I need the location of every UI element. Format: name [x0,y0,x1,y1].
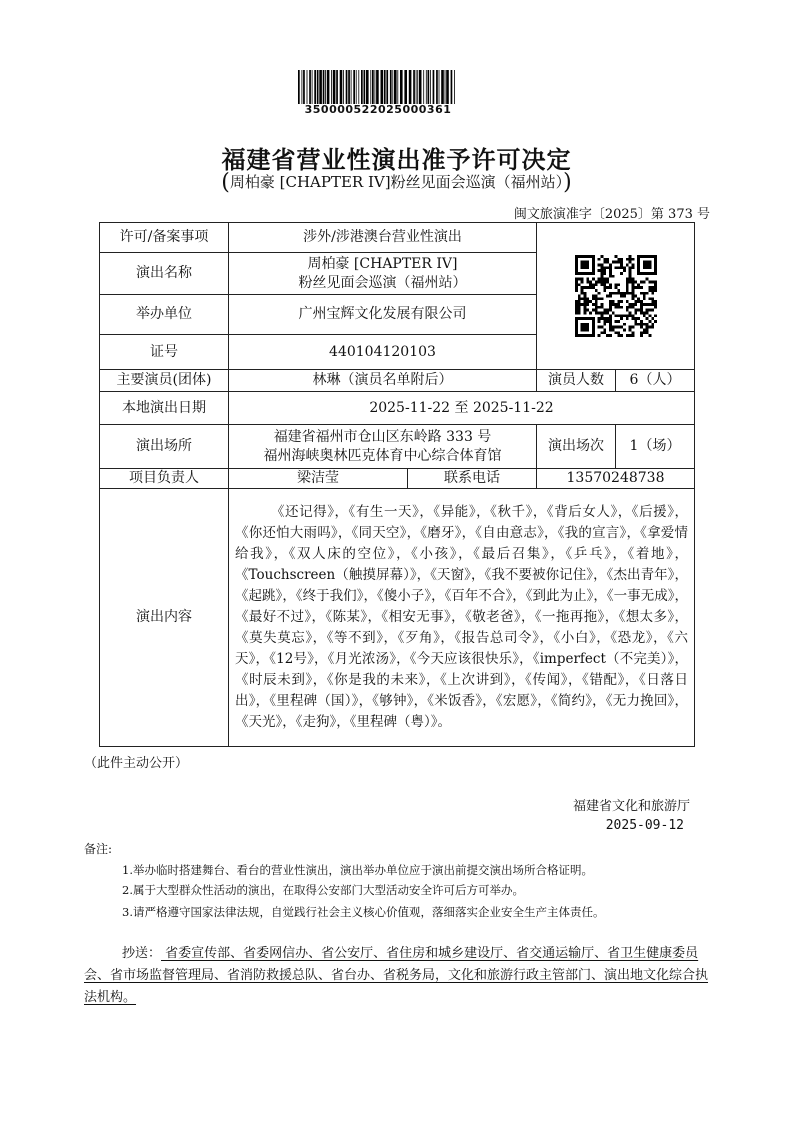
cc-label: 抄送： [122,946,162,961]
cc-block [84,943,714,1009]
document-subtitle [0,170,793,195]
organizer-value: 广州宝辉文化发展有限公司 [229,295,537,335]
phone-value: 13570248738 [537,469,695,489]
performer-count-label: 演员人数 [537,370,616,392]
note-item: 2.属于大型群众性活动的演出，在取得公安部门大型活动安全许可后方可举办。 [122,883,524,897]
qr-code-icon [575,255,657,337]
issuer: 福建省文化和旅游厅 [572,799,690,814]
permit-table [99,222,695,747]
show-date-value: 2025-11-22 至 2025-11-22 [229,392,695,425]
document-number: 闽文旅演准字〔2025〕第 373 号 [513,207,710,222]
sessions-value: 1（场） [616,425,695,469]
public-note: （此件主动公开） [84,756,189,771]
subtitle-text: 周柏豪 [CHAPTER IV]粉丝见面会巡演（福州站） [229,173,564,191]
sessions-label: 演出场次 [537,425,616,469]
notes-label: 备注: [84,842,113,856]
content-value: 《还记得》，《有生一天》，《异能》，《秋千》，《背后女人》，《后援》，《你还怕大雨吗》，《同天空》，《磨牙》，《自由意志》，《我的宣言》，《拿爱情给我》，《双人床的空位》，《小孩》，《最后召集》，《乒乓》，《着地》，《Touchscreen（触摸屏幕）》，《天窗》，《我不要被你记住》，《杰出青年》，《起跳》，《终于我们》，《傻小子》，《百年不合》，《到此为止》，《一事无成》，《最好不过》，《陈某》，《相安无事》，《敬老爸》，《一拖再拖》，《想太多》，《莫失莫忘》，《等不到》，《歹角》，《报告总司令》，《小白》，《恐龙》，《六天》，《12号》，《月光浓汤》，《今天应该很快乐》，《imperfect（不完美）》，《时辰未到》，《你是我的未来》，《上次讲到》，《传闻》，《错配》，《日落日出》，《里程碑（国）》，《够钟》，《米饭香》，《宏愿》，《简约》，《无力挽回》，《天光》，《走狗》，《里程碑（粤）》。 [229,489,695,747]
issue-date: 2025-09-12 [605,818,684,833]
license-no-label: 证号 [100,335,229,370]
qr-code-cell [537,223,695,370]
table-row [100,489,695,747]
show-name-value [229,253,537,295]
venue-label: 演出场所 [100,425,229,469]
table-row [100,425,695,469]
table-row [100,392,695,425]
show-name-label: 演出名称 [100,253,229,295]
venue-line1: 福建省福州市仓山区东岭路 333 号 [273,428,492,445]
venue-line2: 福州海峡奥林匹克体育中心综合体育馆 [263,447,502,464]
manager-label: 项目负责人 [100,469,229,489]
permit-type-value: 涉外/涉港澳台营业性演出 [229,223,537,253]
organizer-label: 举办单位 [100,295,229,335]
performer-count-value: 6（人） [616,370,695,392]
barcode-number: 350000522025000361 [304,103,452,116]
table-row [100,469,695,489]
main-performer-value: 林琳（演员名单附后） [229,370,537,392]
table-row [100,370,695,392]
document-title: 福建省营业性演出准予许可决定 [221,145,572,174]
subtitle-close-paren: ) [563,170,572,195]
show-name-line2: 粉丝见面会巡演（福州站） [298,274,467,291]
cc-recipients: 省委宣传部、省委网信办、省公安厅、省住房和城乡建设厅、省交通运输厅、省卫生健康委员会、省市场监督管理局、省消防救援总队、省台办、省税务局，文化和旅游行政主管部门、演出地文化综合执法机构。 [84,946,709,1005]
venue-value [229,425,537,469]
subtitle-open-paren: ( [221,170,230,195]
show-date-label: 本地演出日期 [100,392,229,425]
manager-name: 梁洁莹 [229,469,408,489]
note-item: 3.请严格遵守国家法律法规，自觉践行社会主义核心价值观，落细落实企业安全生产主体责任。 [122,905,605,919]
table-row [100,223,695,253]
license-no-value: 440104120103 [229,335,537,370]
note-item: 1.举办临时搭建舞台、看台的营业性演出，演出举办单位应于演出前提交演出场所合格证明。 [122,863,593,877]
permit-type-label: 许可/备案事项 [100,223,229,253]
main-performer-label: 主要演员(团体) [100,370,229,392]
phone-label: 联系电话 [408,469,537,489]
show-name-line1: 周柏豪 [CHAPTER IV] [307,255,458,272]
barcode-icon [298,70,458,104]
content-label: 演出内容 [100,489,229,747]
